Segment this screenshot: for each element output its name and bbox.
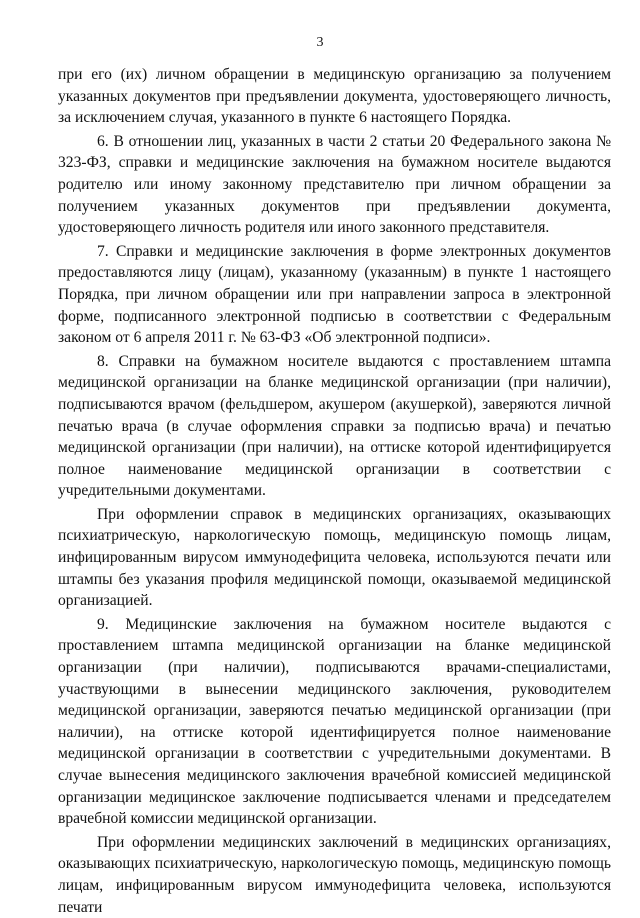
paragraph-item-8-note: При оформлении справок в медицинских организациях, оказывающих психиатрическую, наркологическую помощь, медицинскую помощь лицам, инфицированным вирусом иммунодефицита человека, используются печати или штампы без указания профиля медицинской помощи, оказываемой медицинской организацией. bbox=[58, 505, 611, 610]
paragraph-item-8: 8. Справки на бумажном носителе выдаются с проставлением штампа медицинской организации на бланке медицинской организации (при наличии), подписываются врачом (фельдшером, акушером (акушеркой), заверяются личной печатью врача (в случае оформления справки за подписью врача) и печатью медицинской организации (при наличии), на оттиске которой идентифицируется полное наименование медицинской организации в соответствии с учредительными документами. bbox=[58, 352, 611, 500]
page-number: 3 bbox=[316, 35, 324, 50]
document-body bbox=[58, 64, 611, 918]
paragraph-continuation: при его (их) личном обращении в медицинскую организацию за получением указанных документов при предъявлении документа, удостоверяющего личность, за исключением случая, указанного в пункте 6 настоящего Порядка. bbox=[58, 66, 611, 127]
paragraph-item-7: 7. Справки и медицинские заключения в форме электронных документов предоставляются лицу (лицам), указанному (указанным) в пункте 1 настоящего Порядка, при личном обращении или при направлении запроса в электронной форме, подписанного электронной подписью в соответствии с Федеральным законом от 6 апреля 2011 г. № 63-ФЗ «Об электронной подписи». bbox=[58, 242, 611, 347]
paragraph-item-9-note: При оформлении медицинских заключений в медицинских организациях, оказывающих психиатрическую, наркологическую помощь, медицинскую помощь лицам, инфицированным вирусом иммунодефицита человека, используются печати bbox=[58, 833, 611, 916]
paragraph-item-6: 6. В отношении лиц, указанных в части 2 статьи 20 Федерального закона № 323-ФЗ, справки и медицинские заключения на бумажном носителе выдаются родителю или иному законному представителю при личном обращении за получением указанных документов при предъявлении документа, удостоверяющего личность родителя или иного законного представителя. bbox=[58, 132, 611, 237]
paragraph-item-9: 9. Медицинские заключения на бумажном носителе выдаются с проставлением штампа медицинской организации на бланке медицинской организации (при наличии), подписываются врачами-специалистами, участвующими в вынесении медицинского заключения, руководителем медицинской организации, заверяются печатью медицинской организации (при наличии), на оттиске которой идентифицируется полное наименование медицинской организации в соответствии с учредительными документами. В случае вынесения медицинского заключения врачебной комиссией медицинской организации медицинское заключение подписывается членами и председателем врачебной комиссии медицинской организации. bbox=[58, 615, 611, 828]
